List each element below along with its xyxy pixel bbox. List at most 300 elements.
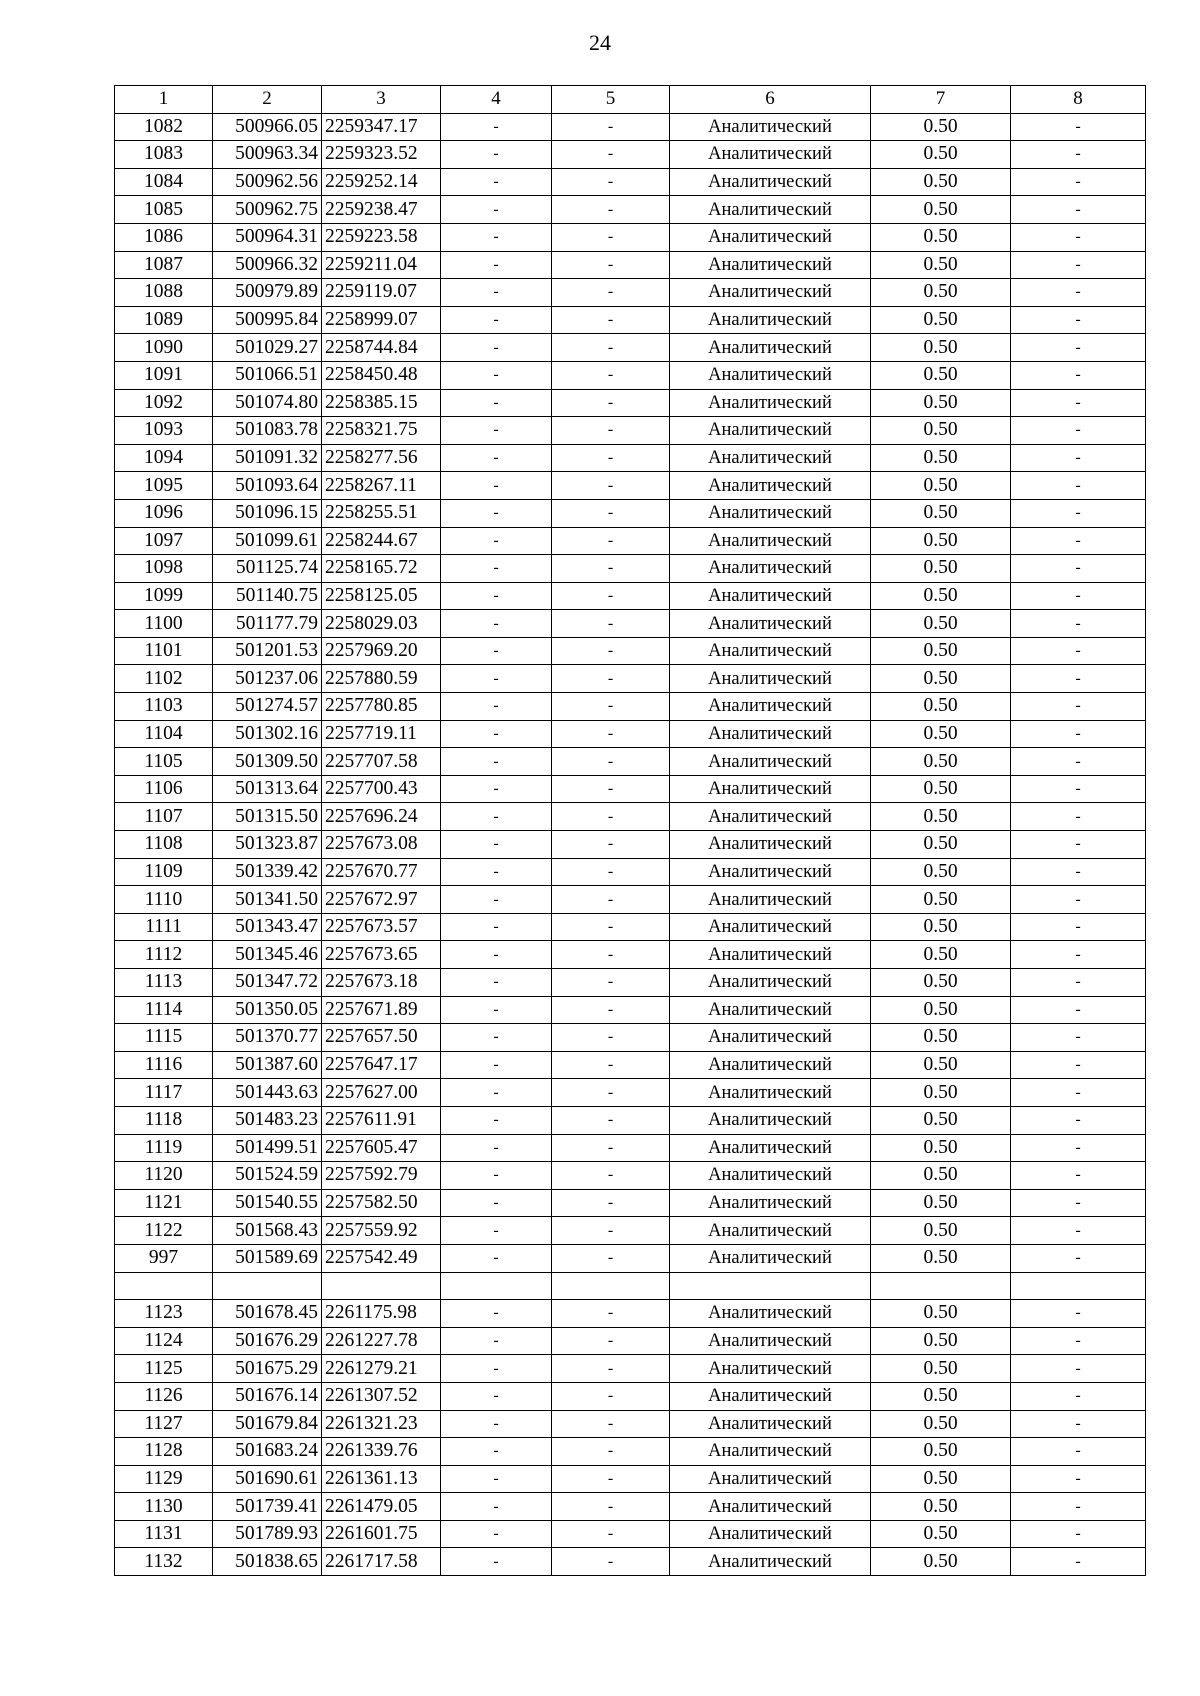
col-8-cell: - bbox=[1011, 251, 1146, 279]
col-8-cell: - bbox=[1011, 1189, 1146, 1217]
accuracy-cell: 0.50 bbox=[871, 279, 1011, 307]
col-5-cell: - bbox=[552, 168, 670, 196]
point-number-cell: 1108 bbox=[115, 831, 213, 859]
col-4-cell: - bbox=[441, 996, 552, 1024]
col-5-cell: - bbox=[552, 1327, 670, 1355]
point-number-cell: 1113 bbox=[115, 969, 213, 997]
col-8-cell: - bbox=[1011, 334, 1146, 362]
method-cell: Аналитический bbox=[670, 637, 871, 665]
col-4-cell: - bbox=[441, 582, 552, 610]
y-coordinate-cell: 2257780.85 bbox=[322, 693, 441, 721]
y-coordinate-cell: 2259211.04 bbox=[322, 251, 441, 279]
point-number-cell: 1083 bbox=[115, 141, 213, 169]
method-cell: Аналитический bbox=[670, 499, 871, 527]
col-4-cell: - bbox=[441, 555, 552, 583]
accuracy-cell: 0.50 bbox=[871, 693, 1011, 721]
col-4-cell: - bbox=[441, 499, 552, 527]
col-4-cell: - bbox=[441, 1244, 552, 1272]
x-coordinate-cell: 501589.69 bbox=[213, 1244, 322, 1272]
col-8-cell: - bbox=[1011, 1079, 1146, 1107]
x-coordinate-cell: 501237.06 bbox=[213, 665, 322, 693]
point-number-cell: 1106 bbox=[115, 775, 213, 803]
accuracy-cell: 0.50 bbox=[871, 1410, 1011, 1438]
point-number-cell: 1096 bbox=[115, 499, 213, 527]
col-4-cell: - bbox=[441, 1410, 552, 1438]
accuracy-cell: 0.50 bbox=[871, 417, 1011, 445]
y-coordinate-cell: 2258244.67 bbox=[322, 527, 441, 555]
method-cell: Аналитический bbox=[670, 334, 871, 362]
col-8-cell: - bbox=[1011, 168, 1146, 196]
accuracy-cell: 0.50 bbox=[871, 1217, 1011, 1245]
point-number-cell: 1127 bbox=[115, 1410, 213, 1438]
table-row bbox=[115, 803, 1146, 831]
y-coordinate-cell: 2257673.57 bbox=[322, 913, 441, 941]
col-4-cell: - bbox=[441, 1548, 552, 1576]
table-row bbox=[115, 1106, 1146, 1134]
col-4-cell: - bbox=[441, 1134, 552, 1162]
col-5-cell: - bbox=[552, 913, 670, 941]
point-number-cell: 1112 bbox=[115, 941, 213, 969]
col-4-cell: - bbox=[441, 168, 552, 196]
col-8-cell: - bbox=[1011, 555, 1146, 583]
point-number-cell: 1105 bbox=[115, 748, 213, 776]
header-cell-5: 5 bbox=[552, 86, 670, 114]
point-number-cell: 1086 bbox=[115, 223, 213, 251]
col-4-cell: - bbox=[441, 1106, 552, 1134]
table-row bbox=[115, 1520, 1146, 1548]
col-5-cell: - bbox=[552, 637, 670, 665]
method-cell: Аналитический bbox=[670, 141, 871, 169]
method-cell: Аналитический bbox=[670, 996, 871, 1024]
col-5-cell: - bbox=[552, 775, 670, 803]
x-coordinate-cell: 501679.84 bbox=[213, 1410, 322, 1438]
accuracy-cell: 0.50 bbox=[871, 1024, 1011, 1052]
col-5-cell: - bbox=[552, 886, 670, 914]
header-cell-8: 8 bbox=[1011, 86, 1146, 114]
y-coordinate-cell: 2257673.65 bbox=[322, 941, 441, 969]
method-cell: Аналитический bbox=[670, 113, 871, 141]
method-cell: Аналитический bbox=[670, 1410, 871, 1438]
accuracy-cell: 0.50 bbox=[871, 113, 1011, 141]
col-8-cell: - bbox=[1011, 748, 1146, 776]
x-coordinate-cell: 501125.74 bbox=[213, 555, 322, 583]
table-row bbox=[115, 555, 1146, 583]
col-4-cell: - bbox=[441, 444, 552, 472]
col-5-cell: - bbox=[552, 582, 670, 610]
table-row bbox=[115, 1162, 1146, 1190]
col-4-cell: - bbox=[441, 1024, 552, 1052]
y-coordinate-cell: 2261227.78 bbox=[322, 1327, 441, 1355]
col-4-cell: - bbox=[441, 472, 552, 500]
col-5-cell: - bbox=[552, 1162, 670, 1190]
col-5-cell: - bbox=[552, 996, 670, 1024]
table-row bbox=[115, 361, 1146, 389]
method-cell: Аналитический bbox=[670, 582, 871, 610]
method-cell: Аналитический bbox=[670, 1382, 871, 1410]
y-coordinate-cell: 2261361.13 bbox=[322, 1465, 441, 1493]
table-row bbox=[115, 1355, 1146, 1383]
header-cell-4: 4 bbox=[441, 86, 552, 114]
col-5-cell: - bbox=[552, 472, 670, 500]
accuracy-cell: 0.50 bbox=[871, 610, 1011, 638]
y-coordinate-cell: 2258999.07 bbox=[322, 306, 441, 334]
accuracy-cell: 0.50 bbox=[871, 803, 1011, 831]
y-coordinate-cell: 2261601.75 bbox=[322, 1520, 441, 1548]
x-coordinate-cell: 501678.45 bbox=[213, 1300, 322, 1328]
x-coordinate-cell: 501443.63 bbox=[213, 1079, 322, 1107]
x-coordinate-cell: 501838.65 bbox=[213, 1548, 322, 1576]
point-number-cell: 1130 bbox=[115, 1493, 213, 1521]
x-coordinate-cell: 501201.53 bbox=[213, 637, 322, 665]
col-4-cell: - bbox=[441, 858, 552, 886]
x-coordinate-cell: 501676.29 bbox=[213, 1327, 322, 1355]
accuracy-cell: 0.50 bbox=[871, 499, 1011, 527]
method-cell: Аналитический bbox=[670, 913, 871, 941]
col-5-cell: - bbox=[552, 389, 670, 417]
table-row bbox=[115, 1438, 1146, 1466]
col-5-cell: - bbox=[552, 1217, 670, 1245]
x-coordinate-cell: 501274.57 bbox=[213, 693, 322, 721]
col-4-cell: - bbox=[441, 1493, 552, 1521]
y-coordinate-cell: 2259252.14 bbox=[322, 168, 441, 196]
method-cell: Аналитический bbox=[670, 941, 871, 969]
y-coordinate-cell: 2258321.75 bbox=[322, 417, 441, 445]
col-8-cell: - bbox=[1011, 279, 1146, 307]
col-5-cell: - bbox=[552, 665, 670, 693]
table-row bbox=[115, 637, 1146, 665]
point-number-cell: 1120 bbox=[115, 1162, 213, 1190]
accuracy-cell: 0.50 bbox=[871, 1051, 1011, 1079]
y-coordinate-cell: 2261717.58 bbox=[322, 1548, 441, 1576]
col-5-cell: - bbox=[552, 831, 670, 859]
method-cell: Аналитический bbox=[670, 1520, 871, 1548]
table-row bbox=[115, 748, 1146, 776]
y-coordinate-cell: 2257542.49 bbox=[322, 1244, 441, 1272]
col-8-cell: - bbox=[1011, 223, 1146, 251]
col-5-cell: - bbox=[552, 720, 670, 748]
point-number-cell: 1129 bbox=[115, 1465, 213, 1493]
y-coordinate-cell: 2257657.50 bbox=[322, 1024, 441, 1052]
x-coordinate-cell: 501350.05 bbox=[213, 996, 322, 1024]
col-5-cell: - bbox=[552, 1189, 670, 1217]
y-coordinate-cell: 2259238.47 bbox=[322, 196, 441, 224]
x-coordinate-cell: 501093.64 bbox=[213, 472, 322, 500]
method-cell: Аналитический bbox=[670, 775, 871, 803]
point-number-cell: 1118 bbox=[115, 1106, 213, 1134]
point-number-cell: 1119 bbox=[115, 1134, 213, 1162]
col-5-cell: - bbox=[552, 527, 670, 555]
method-cell: Аналитический bbox=[670, 306, 871, 334]
x-coordinate-cell: 501341.50 bbox=[213, 886, 322, 914]
col-4-cell: - bbox=[441, 693, 552, 721]
col-5-cell: - bbox=[552, 858, 670, 886]
accuracy-cell: 0.50 bbox=[871, 831, 1011, 859]
accuracy-cell: 0.50 bbox=[871, 858, 1011, 886]
accuracy-cell: 0.50 bbox=[871, 1465, 1011, 1493]
accuracy-cell: 0.50 bbox=[871, 720, 1011, 748]
col-4-cell: - bbox=[441, 1382, 552, 1410]
col-8-cell: - bbox=[1011, 610, 1146, 638]
col-5-cell: - bbox=[552, 941, 670, 969]
col-5-cell: - bbox=[552, 1106, 670, 1134]
method-cell: Аналитический bbox=[670, 1189, 871, 1217]
col-5-cell: - bbox=[552, 251, 670, 279]
accuracy-cell: 0.50 bbox=[871, 251, 1011, 279]
y-coordinate-cell: 2257719.11 bbox=[322, 720, 441, 748]
col-5-cell: - bbox=[552, 1520, 670, 1548]
method-cell: Аналитический bbox=[670, 831, 871, 859]
table-row bbox=[115, 1410, 1146, 1438]
accuracy-cell: 0.50 bbox=[871, 389, 1011, 417]
accuracy-cell: 0.50 bbox=[871, 1162, 1011, 1190]
x-coordinate-cell: 501313.64 bbox=[213, 775, 322, 803]
y-coordinate-cell: 2257671.89 bbox=[322, 996, 441, 1024]
x-coordinate-cell: 501029.27 bbox=[213, 334, 322, 362]
accuracy-cell: 0.50 bbox=[871, 472, 1011, 500]
method-cell: Аналитический bbox=[670, 1134, 871, 1162]
col-5-cell: - bbox=[552, 969, 670, 997]
col-8-cell: - bbox=[1011, 1410, 1146, 1438]
col-8-cell: - bbox=[1011, 969, 1146, 997]
col-5-cell: - bbox=[552, 141, 670, 169]
y-coordinate-cell: 2257592.79 bbox=[322, 1162, 441, 1190]
x-coordinate-cell: 500963.34 bbox=[213, 141, 322, 169]
x-coordinate-cell: 501789.93 bbox=[213, 1520, 322, 1548]
col-8-cell: - bbox=[1011, 1327, 1146, 1355]
y-coordinate-cell: 2258165.72 bbox=[322, 555, 441, 583]
accuracy-cell: 0.50 bbox=[871, 141, 1011, 169]
point-number-cell: 1126 bbox=[115, 1382, 213, 1410]
col-8-cell: - bbox=[1011, 720, 1146, 748]
y-coordinate-cell: 2259223.58 bbox=[322, 223, 441, 251]
accuracy-cell: 0.50 bbox=[871, 1244, 1011, 1272]
method-cell: Аналитический bbox=[670, 1493, 871, 1521]
x-coordinate-cell: 500995.84 bbox=[213, 306, 322, 334]
accuracy-cell: 0.50 bbox=[871, 582, 1011, 610]
point-number-cell: 1093 bbox=[115, 417, 213, 445]
method-cell: Аналитический bbox=[670, 1079, 871, 1107]
col-5-cell: - bbox=[552, 1493, 670, 1521]
x-coordinate-cell: 501083.78 bbox=[213, 417, 322, 445]
col-8-cell: - bbox=[1011, 996, 1146, 1024]
table-row bbox=[115, 417, 1146, 445]
col-8-cell: - bbox=[1011, 831, 1146, 859]
table-row bbox=[115, 279, 1146, 307]
col-5-cell: - bbox=[552, 748, 670, 776]
x-coordinate-cell: 501483.23 bbox=[213, 1106, 322, 1134]
x-coordinate-cell: 501323.87 bbox=[213, 831, 322, 859]
table-row bbox=[115, 1079, 1146, 1107]
method-cell: Аналитический bbox=[670, 279, 871, 307]
table-row bbox=[115, 886, 1146, 914]
point-number-cell: 1107 bbox=[115, 803, 213, 831]
point-number-cell: 1090 bbox=[115, 334, 213, 362]
point-number-cell: 1131 bbox=[115, 1520, 213, 1548]
y-coordinate-cell: 2261479.05 bbox=[322, 1493, 441, 1521]
header-cell-6: 6 bbox=[670, 86, 871, 114]
table-row bbox=[115, 1024, 1146, 1052]
method-cell: Аналитический bbox=[670, 196, 871, 224]
x-coordinate-cell: 501345.46 bbox=[213, 941, 322, 969]
method-cell: Аналитический bbox=[670, 1162, 871, 1190]
col-5-cell: - bbox=[552, 279, 670, 307]
x-coordinate-cell: 501096.15 bbox=[213, 499, 322, 527]
method-cell: Аналитический bbox=[670, 610, 871, 638]
point-number-cell: 1104 bbox=[115, 720, 213, 748]
x-coordinate-cell: 501343.47 bbox=[213, 913, 322, 941]
col-4-cell: - bbox=[441, 665, 552, 693]
method-cell: Аналитический bbox=[670, 1438, 871, 1466]
y-coordinate-cell: 2257673.08 bbox=[322, 831, 441, 859]
col-8-cell: - bbox=[1011, 1493, 1146, 1521]
accuracy-cell: 0.50 bbox=[871, 969, 1011, 997]
y-coordinate-cell: 2257611.91 bbox=[322, 1106, 441, 1134]
method-cell: Аналитический bbox=[670, 858, 871, 886]
point-number-cell: 1102 bbox=[115, 665, 213, 693]
col-4-cell: - bbox=[441, 1355, 552, 1383]
table-row bbox=[115, 610, 1146, 638]
y-coordinate-cell: 2258450.48 bbox=[322, 361, 441, 389]
point-number-cell: 1128 bbox=[115, 1438, 213, 1466]
method-cell: Аналитический bbox=[670, 886, 871, 914]
accuracy-cell: 0.50 bbox=[871, 1079, 1011, 1107]
col-4-cell: - bbox=[441, 1520, 552, 1548]
header-cell-2: 2 bbox=[213, 86, 322, 114]
y-coordinate-cell: 2258267.11 bbox=[322, 472, 441, 500]
col-5-cell: - bbox=[552, 196, 670, 224]
x-coordinate-cell: 500964.31 bbox=[213, 223, 322, 251]
x-coordinate-cell: 501140.75 bbox=[213, 582, 322, 610]
col-8-cell: - bbox=[1011, 113, 1146, 141]
col-8-cell: - bbox=[1011, 637, 1146, 665]
method-cell: Аналитический bbox=[670, 1106, 871, 1134]
accuracy-cell: 0.50 bbox=[871, 168, 1011, 196]
x-coordinate-cell: 501676.14 bbox=[213, 1382, 322, 1410]
col-8-cell: - bbox=[1011, 444, 1146, 472]
point-number-cell: 1099 bbox=[115, 582, 213, 610]
x-coordinate-cell: 501074.80 bbox=[213, 389, 322, 417]
y-coordinate-cell: 2258125.05 bbox=[322, 582, 441, 610]
y-coordinate-cell: 2257559.92 bbox=[322, 1217, 441, 1245]
point-number-cell: 1132 bbox=[115, 1548, 213, 1576]
x-coordinate-cell: 501309.50 bbox=[213, 748, 322, 776]
col-8-cell: - bbox=[1011, 582, 1146, 610]
point-number-cell: 1111 bbox=[115, 913, 213, 941]
col-5-cell: - bbox=[552, 444, 670, 472]
header-cell-1: 1 bbox=[115, 86, 213, 114]
col-8-cell: - bbox=[1011, 1106, 1146, 1134]
col-4-cell: - bbox=[441, 969, 552, 997]
point-number-cell: 1094 bbox=[115, 444, 213, 472]
x-coordinate-cell: 501675.29 bbox=[213, 1355, 322, 1383]
table-row bbox=[115, 1327, 1146, 1355]
y-coordinate-cell: 2257627.00 bbox=[322, 1079, 441, 1107]
table-row bbox=[115, 113, 1146, 141]
accuracy-cell: 0.50 bbox=[871, 1355, 1011, 1383]
x-coordinate-cell bbox=[213, 1272, 322, 1300]
accuracy-cell: 0.50 bbox=[871, 1382, 1011, 1410]
col-8-cell: - bbox=[1011, 1217, 1146, 1245]
table-row bbox=[115, 1217, 1146, 1245]
accuracy-cell: 0.50 bbox=[871, 1548, 1011, 1576]
method-cell: Аналитический bbox=[670, 389, 871, 417]
y-coordinate-cell bbox=[322, 1272, 441, 1300]
col-8-cell: - bbox=[1011, 913, 1146, 941]
y-coordinate-cell: 2259347.17 bbox=[322, 113, 441, 141]
x-coordinate-cell: 501690.61 bbox=[213, 1465, 322, 1493]
point-number-cell: 1082 bbox=[115, 113, 213, 141]
point-number-cell: 1087 bbox=[115, 251, 213, 279]
method-cell: Аналитический bbox=[670, 969, 871, 997]
col-4-cell: - bbox=[441, 748, 552, 776]
col-5-cell: - bbox=[552, 693, 670, 721]
col-8-cell: - bbox=[1011, 1548, 1146, 1576]
table-row bbox=[115, 582, 1146, 610]
method-cell: Аналитический bbox=[670, 444, 871, 472]
col-4-cell: - bbox=[441, 803, 552, 831]
method-cell: Аналитический bbox=[670, 748, 871, 776]
table-row bbox=[115, 1051, 1146, 1079]
col-8-cell: - bbox=[1011, 665, 1146, 693]
col-8-cell: - bbox=[1011, 1382, 1146, 1410]
col-5-cell: - bbox=[552, 361, 670, 389]
method-cell: Аналитический bbox=[670, 168, 871, 196]
table-row bbox=[115, 1548, 1146, 1576]
point-number-cell: 1109 bbox=[115, 858, 213, 886]
x-coordinate-cell: 501315.50 bbox=[213, 803, 322, 831]
col-5-cell: - bbox=[552, 499, 670, 527]
table-row bbox=[115, 444, 1146, 472]
x-coordinate-cell: 501683.24 bbox=[213, 1438, 322, 1466]
x-coordinate-cell: 501568.43 bbox=[213, 1217, 322, 1245]
y-coordinate-cell: 2257880.59 bbox=[322, 665, 441, 693]
accuracy-cell: 0.50 bbox=[871, 996, 1011, 1024]
table-row bbox=[115, 168, 1146, 196]
col-5-cell: - bbox=[552, 334, 670, 362]
x-coordinate-cell: 501387.60 bbox=[213, 1051, 322, 1079]
method-cell: Аналитический bbox=[670, 693, 871, 721]
col-4-cell: - bbox=[441, 637, 552, 665]
point-number-cell: 1098 bbox=[115, 555, 213, 583]
col-5-cell: - bbox=[552, 1051, 670, 1079]
accuracy-cell: 0.50 bbox=[871, 527, 1011, 555]
y-coordinate-cell: 2261339.76 bbox=[322, 1438, 441, 1466]
y-coordinate-cell: 2258277.56 bbox=[322, 444, 441, 472]
col-5-cell: - bbox=[552, 1079, 670, 1107]
accuracy-cell: 0.50 bbox=[871, 1493, 1011, 1521]
y-coordinate-cell: 2259119.07 bbox=[322, 279, 441, 307]
point-number-cell: 1122 bbox=[115, 1217, 213, 1245]
col-4-cell: - bbox=[441, 720, 552, 748]
method-cell bbox=[670, 1272, 871, 1300]
y-coordinate-cell: 2258255.51 bbox=[322, 499, 441, 527]
method-cell: Аналитический bbox=[670, 223, 871, 251]
accuracy-cell: 0.50 bbox=[871, 1300, 1011, 1328]
accuracy-cell: 0.50 bbox=[871, 665, 1011, 693]
col-4-cell: - bbox=[441, 334, 552, 362]
col-5-cell: - bbox=[552, 1355, 670, 1383]
point-number-cell: 1085 bbox=[115, 196, 213, 224]
table-row bbox=[115, 1272, 1146, 1300]
table-row bbox=[115, 1493, 1146, 1521]
col-8-cell bbox=[1011, 1272, 1146, 1300]
method-cell: Аналитический bbox=[670, 1024, 871, 1052]
x-coordinate-cell: 501739.41 bbox=[213, 1493, 322, 1521]
col-8-cell: - bbox=[1011, 775, 1146, 803]
table-header-row bbox=[115, 86, 1146, 114]
x-coordinate-cell: 501177.79 bbox=[213, 610, 322, 638]
col-8-cell: - bbox=[1011, 803, 1146, 831]
